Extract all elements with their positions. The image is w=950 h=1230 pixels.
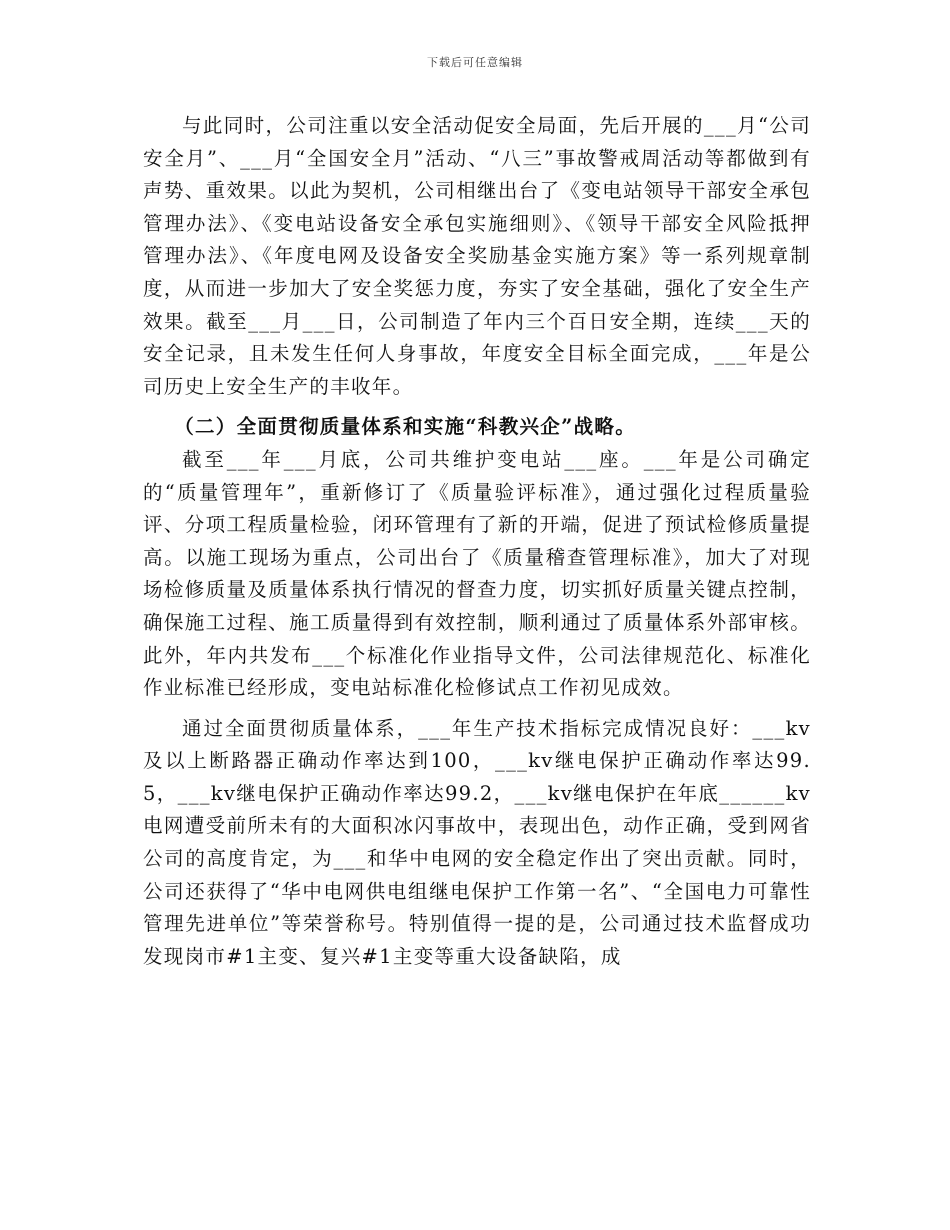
paragraph-quality-management: 截至___年___月底，公司共维护变电站___座。___年是公司确定的“质量管理年”，重新修订了《质量验评标准》，通过强化过程质量验评、分项工程质量检验，闭环管理有了新的开端，促进了预试检修质量提高。以施工现场为重点，公司出台了《质量稽查管理标准》，加大了对现场检修质量及质量体系执行情况的督查力度，切实抓好质量关键点控制，确保施工过程、施工质量得到有效控制，顺利通过了质量体系外部审核。此外，年内共发布___个标准化作业指导文件，公司法律规范化、标准化作业标准已经形成，变电站标准化检修试点工作初见成效。 (143, 447, 811, 700)
page-header: 下载后可任意编辑 (427, 56, 523, 69)
paragraph-safety-activities: 与此同时，公司注重以安全活动促安全局面，先后开展的___月“公司安全月”、___月“全国安全月”活动、“八三”事故警戒周活动等都做到有声势、重效果。以此为契机，公司相继出台了《变电站领导干部安全承包管理办法》、《变电站设备安全承包实施细则》、《领导干部安全风险抵押管理办法》、《年度电网及设备安全奖励基金实施方案》等一系列规章制度，从而进一步加大了安全奖惩力度，夯实了安全基础，强化了安全生产效果。截至___月___日，公司制造了年内三个百日安全期，连续___天的安全记录，且未发生任何人身事故，年度安全目标全面完成，___年是公司历史上安全生产的丰收年。 (143, 114, 811, 398)
paragraph-technical-indicators: 通过全面贯彻质量体系，___年生产技术指标完成情况良好：___kv及以上断路器正确动作率达到100，___kv继电保护正确动作率达99.5，___kv继电保护正确动作率达99.2，___kv继电保护在年底______kv电网遭受前所未有的大面积冰闪事故中，表现出色，动作正确，受到网省公司的高度肯定，为___和华中电网的安全稳定作出了突出贡献。同时，公司还获得了“华中电网供电组继电保护工作第一名”、“全国电力可靠性管理先进单位”等荣誉称号。特别值得一提的是，公司通过技术监督成功发现岗市#1主变、复兴#1主变等重大设备缺陷，成 (143, 716, 811, 968)
document-body (143, 110, 811, 973)
section-heading-quality: （二）全面贯彻质量体系和实施“科教兴企”战略。 (174, 415, 637, 439)
